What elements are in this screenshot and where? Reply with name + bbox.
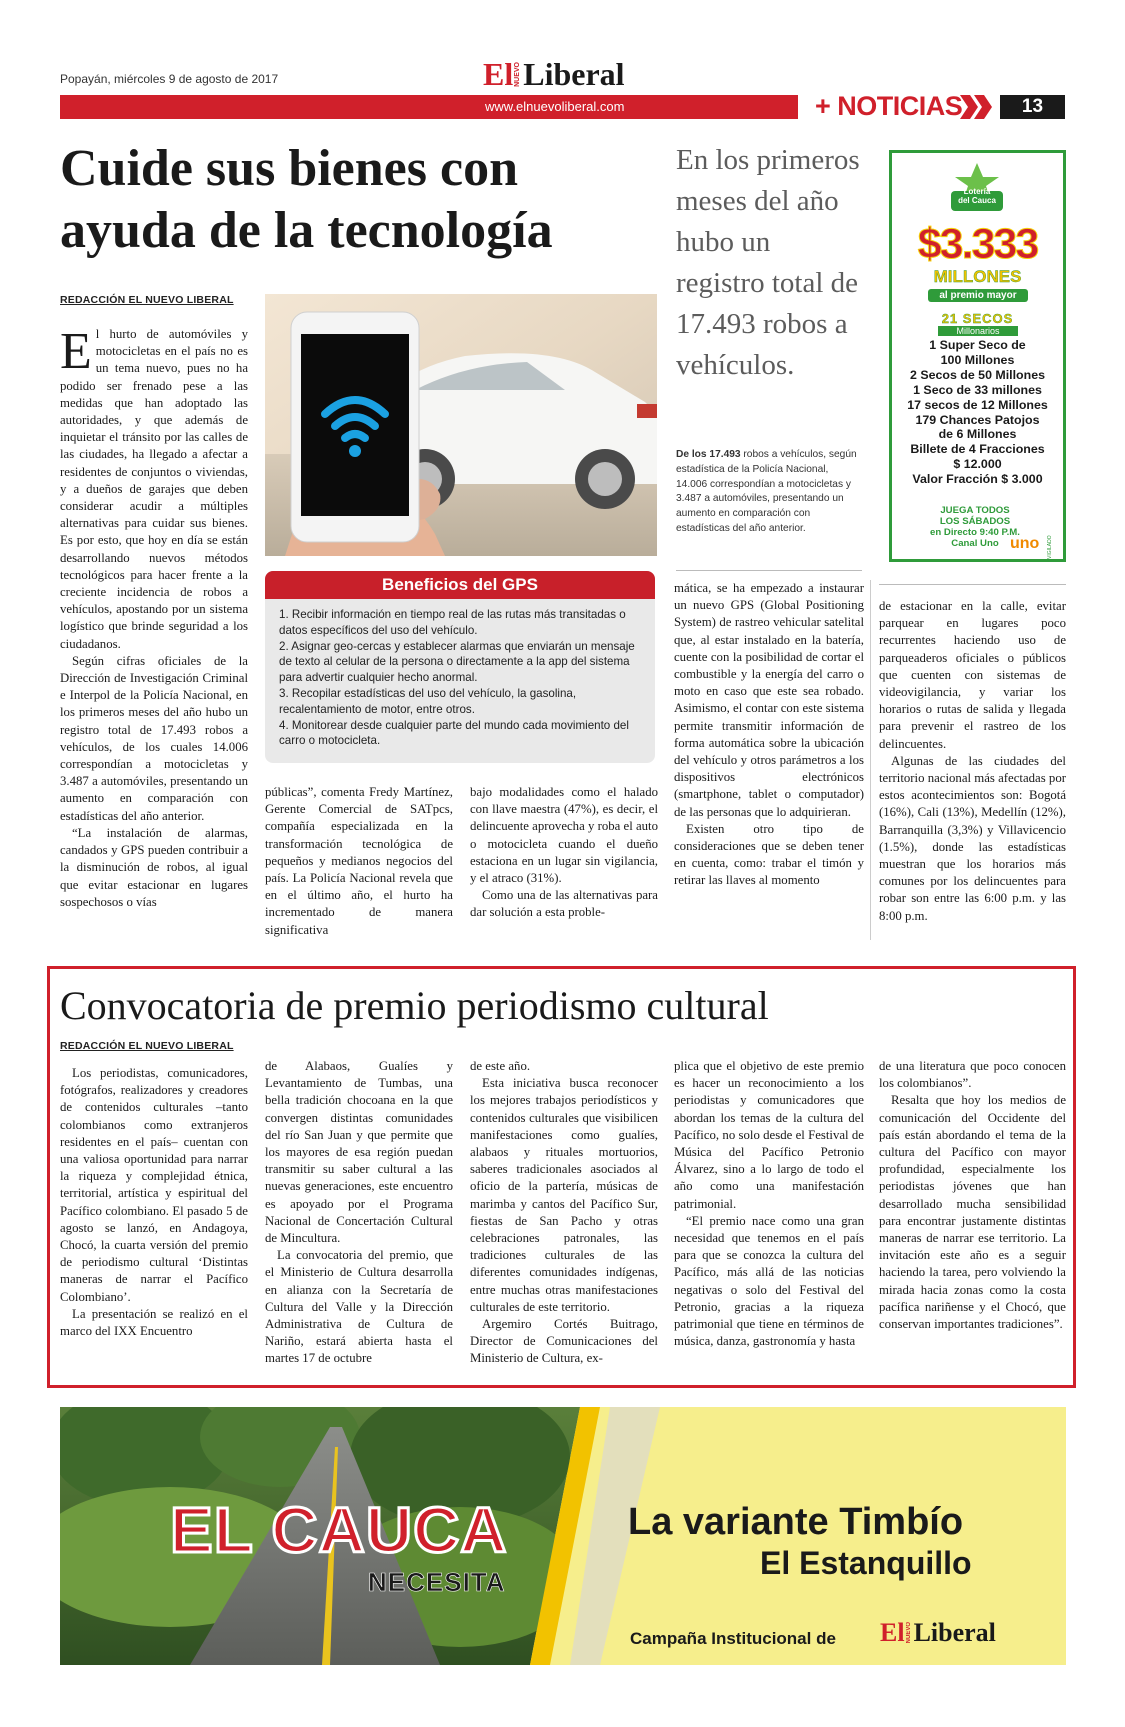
- newspaper-logo: [483, 58, 625, 90]
- paragraph: plica que el objetivo de este premio es hacer un reconocimiento a los periodistas y comunicadores que abordan los temas de la cultura del Pacífico, no solo desde el Festival de Música del Pacífico Petronio Álvarez, sino a lo largo de todo el año como una manifestación patrimonial.: [674, 1059, 864, 1211]
- paragraph: Según cifras oficiales de la Dirección de Investigación Criminal e Interpol de la Policía Nacional, en los primeros meses del año hubo un registro total de 17.493 robos a vehículos, de los cuales 14.006 correspondían a motocicletas y 3.487 a automóviles, presentando un aumento en comparación con estadísticas del año anterior.: [60, 653, 248, 823]
- article2-column-3: [470, 1058, 658, 1380]
- schedule-line-4: Canal Uno: [951, 538, 999, 549]
- paragraph: La convocatoria del premio, que el Ministerio de Cultura desarrolla en alianza con la Secretaría de Cultura del Valle y la Dirección Administrativa de Cultura de Nariño, estará abierta hasta el martes 17 de octubre: [265, 1248, 453, 1366]
- list-item: de 6 Millones: [938, 427, 1017, 442]
- pull-quote-note-lead: De los 17.493: [676, 449, 741, 460]
- paragraph: Los periodistas, comunicadores, fotógrafos, realizadores y creadores de contenidos culturales –tanto colombianos como extranjeros residentes en el país– cuentan con una valiosa oportunidad para narrar la riqueza y complejidad étnica, territorial, artística y espiritual del Pacífico colombiano. El pasado 5 de agosto se lanzó, en Andagoya, Chocó, la cuarta versión del premio de periodismo cultural ‘Distintas maneras de narrar el Pacífico Colombiano’.: [60, 1066, 248, 1304]
- article-column-3: [470, 784, 658, 940]
- lottery-brand: [947, 187, 1007, 205]
- schedule-line-2: LOS SÁBADOS: [939, 516, 1011, 527]
- article-headline-2: Convocatoria de premio periodismo cultural: [60, 983, 769, 1028]
- article2-column-1: [60, 1065, 248, 1380]
- paragraph: de una literatura que poco conocen los colombianos”.: [879, 1059, 1066, 1091]
- list-item: 1 Super Seco de: [929, 338, 1026, 352]
- paragraph: l hurto de automóviles y motocicletas en el país no es un tema nuevo, pues no ha podido ser frenado pese a las medidas que han adoptado las autoridades, y que además de inquietar el tránsito por las calles de las ciudades, ha llegado a afectar a residentes de conjuntos o viviendas, y a dueños de garajes que deben considerar acudir a múltiples alternativas para cuidar sus bienes. Es por esto, que hoy en día se están desarrollando nuevos métodos tecnológicos para hacer frente a la creciente incidencia de robos a vehículos, apostando por un sistema logístico que brinde seguridad a los ciudadanos.: [60, 327, 248, 651]
- lottery-premio: al premio mayor: [928, 289, 1028, 302]
- section-label: + NOTICIAS: [815, 91, 963, 121]
- masthead-red-bar: [60, 95, 798, 119]
- divider: [879, 584, 1066, 585]
- ad-newspaper-logo: [880, 1619, 996, 1647]
- drop-cap: E: [60, 326, 92, 380]
- paragraph: Argemiro Cortés Buitrago, Director de Comunicaciones del Ministerio de Cultura, ex-: [470, 1317, 658, 1366]
- list-item: 100 Millones: [940, 352, 1015, 367]
- article-column-4: [674, 580, 864, 940]
- ad-el-cauca: EL CAUCA: [170, 1494, 508, 1566]
- list-item: Valor Fracción $ 3.000: [912, 472, 1043, 487]
- paragraph: de Alabaos, Gualíes y Levantamiento de Tumbas, una bella tradición chocoana en la que convergen distintas comunidades del río San Juan y que permite que los mayores de esa región puedan transmitir su saber cultural a las nuevas generaciones, este encuentro es apoyado por el Programa Nacional de Concertación Cultural de Mincultura.: [265, 1059, 453, 1246]
- paragraph: Como una de las alternativas para dar solución a esta proble-: [470, 888, 658, 920]
- gps-box-title: Beneficios del GPS: [265, 571, 655, 599]
- list-item: Billete de 4 Fracciones: [910, 442, 1045, 457]
- schedule-line-1: JUEGA TODOS: [940, 505, 1010, 516]
- list-item: 4. Monitorear desde cualquier parte del mundo cada movimiento del carro o motocicleta.: [279, 718, 629, 748]
- logo-el: El: [880, 1618, 905, 1647]
- lottery-millonarios: Millonarios: [938, 326, 1018, 336]
- list-item: 179 Chances Patojos: [915, 412, 1040, 427]
- phone-car-photo: [265, 294, 657, 556]
- paragraph: Algunas de las ciudades del territorio nacional más afectadas por estos acontecimientos son: Bogotá (16%), Cali (13%), Medellín (12%), Barranquilla (3,3%) y Villavicencio (1.5%), donde las estadísticas muestran que los horarios más comunes por los delincuentes para robar son entre las 6:00 p.m. y las 8:00 p.m.: [879, 753, 1066, 923]
- logo-nuevo: NUEVO: [905, 1622, 912, 1644]
- pull-quote-note: [676, 448, 862, 537]
- page-number: 13: [1000, 95, 1065, 119]
- ad-headline-line-1: La variante Timbío: [628, 1501, 964, 1543]
- photo-illustration: [265, 294, 657, 556]
- lottery-brand-line-2: del Cauca: [958, 196, 996, 205]
- el-cauca-campaign-ad[interactable]: [60, 1407, 1066, 1665]
- ad-headline-line-2: El Estanquillo: [760, 1545, 972, 1581]
- list-item: 1 Seco de 33 millones: [913, 382, 1042, 397]
- paragraph: “La instalación de alarmas, candados y GPS pueden contribuir a la disminución de robos, al igual que evitar estacionar en lugares sospechosos o vías: [60, 825, 248, 909]
- headline-line-2: ayuda de la tecnología: [60, 202, 553, 259]
- paragraph: públicas”, comenta Fredy Martínez, Gerente Comercial de SATpcs, compañía especializada en la transformación tecnológica de pequeños y medianos negocios del país. La Policía Nacional revela que en el último año, el hurto ha incrementado de manera significativa: [265, 785, 453, 937]
- headline-line-1: Cuide sus bienes con: [60, 140, 518, 197]
- byline-2: REDACCIÓN EL NUEVO LIBERAL: [60, 1040, 234, 1052]
- list-item: 2. Asignar geo-cercas y establecer alarmas que enviarán un mensaje de texto al celular de la persona o directamente a la app del sistema para advertir cualquier hecho anormal.: [279, 639, 635, 685]
- list-item: 2 Secos de 50 Millones: [910, 367, 1045, 382]
- lottery-millones: MILLONES: [933, 267, 1022, 286]
- paragraph: La presentación se realizó en el marco del IXX Encuentro: [60, 1306, 248, 1339]
- paragraph: mática, se ha empezado a instaurar un nuevo GPS (Global Positioning System) de rastreo vehicular satelital que, al estar instalado en la batería, cuente con la posibilidad de cortar el combustible y la energía del carro o moto en caso que este sea robado. Asimismo, el contar con este sistema permite transmitir información de forma automática sobre la ubicación del vehículo y otros parámetros a los dispositivos electrónicos (smartphone, tablet o computador) de las personas que lo adquirieran.: [674, 581, 864, 819]
- logo-nuevo: NUEVO: [514, 62, 522, 87]
- article2-column-2: [265, 1058, 453, 1380]
- list-item: 3. Recopilar estadísticas del uso del vehículo, la gasolina, recalentamiento de motor, entre otros.: [279, 686, 577, 716]
- schedule-line-3: en Directo 9:40 P.M.: [930, 527, 1020, 538]
- article-column-5: [879, 598, 1066, 940]
- lottery-brand-line-1: Lotería: [963, 187, 991, 196]
- gps-benefits-box: [265, 571, 655, 763]
- canal-uno-logo: uno: [1010, 535, 1040, 552]
- lottery-secos: 21 SECOS: [941, 311, 1014, 326]
- byline: REDACCIÓN EL NUEVO LIBERAL: [60, 294, 234, 306]
- pull-quote-note-text: robos a vehículos, según estadística de la Policía Nacional, 14.006 correspondían a motocicletas y 3.487 a automóviles, presentando un aumento en comparación con estadísticas del año anterior.: [676, 449, 857, 534]
- logo-el: El: [483, 56, 514, 92]
- article2-column-4: [674, 1058, 864, 1380]
- dateline: Popayán, miércoles 9 de agosto de 2017: [60, 72, 279, 86]
- gps-benefits-list: [265, 599, 655, 749]
- article2-column-5: [879, 1058, 1066, 1380]
- pull-quote: En los primeros meses del año hubo un registro total de 17.493 robos a vehículos.: [676, 144, 860, 381]
- logo-liberal: Liberal: [523, 56, 625, 92]
- website-url[interactable]: www.elnuevoliberal.com: [485, 99, 625, 114]
- lottery-prize-list: [892, 338, 1063, 487]
- article-headline: [60, 138, 660, 262]
- article-column-1: [60, 326, 248, 940]
- list-item: 1. Recibir información en tiempo real de las rutas más transitadas o datos específicos del uso del vehículo.: [279, 608, 626, 637]
- paragraph: de este año.: [470, 1059, 531, 1073]
- ad-campaign-label: Campaña Institucional de: [630, 1629, 836, 1648]
- paragraph: Esta iniciativa busca reconocer los mejores trabajos periodísticos y contenidos culturales que visibilicen manifestaciones como gualíes, alabaos y rituales mortuorios, saberes tradicionales asociados al oficio de la partería, músicas de marimba y cantos del Pacífico Sur, fiestas de San Pacho y otras celebraciones patronales, las tradiciones culturales de las diferentes comunidades indígenas, entre muchas otras manifestaciones culturales de este territorio.: [470, 1076, 658, 1314]
- lottery-ad[interactable]: [889, 150, 1066, 562]
- lottery-amount: $3.333: [917, 220, 1038, 268]
- ad-necesita: NECESITA: [368, 1567, 506, 1597]
- list-item: 17 secos de 12 Millones: [907, 397, 1048, 412]
- paragraph: Existen otro tipo de consideraciones que se deben tener en cuenta, como: trabar el timón y retirar las llaves al momento: [674, 821, 864, 888]
- vigilado-label: VIGILADO: [1047, 535, 1053, 559]
- list-item: $ 12.000: [953, 457, 1002, 472]
- paragraph: “El premio nace como una gran necesidad que tenemos en el país para que se conozca la cultura del Pacífico, más allá de las noticias negativas o solo del Festival del Petronio, gracias a la riqueza patrimonial que tiene en términos de música, danza, gastronomía y hasta: [674, 1213, 864, 1349]
- paragraph: Resalta que hoy los medios de comunicación del Occidente del país están abordando el tema de la cultura del Pacífico con mayor profundidad, especialmente los periodistas jóvenes que han desarrollado mucha sensibilidad para encontrar justamente distintas maneras de narrar ese territorio. La invitación este año es a seguir haciendo la tarea, pero volviendo la mirada hacia zonas como la costa pacífica nariñense y el Chocó, que conservan importantes tradiciones”.: [879, 1093, 1066, 1332]
- chevron-decoration-icon: [960, 95, 998, 119]
- logo-liberal: Liberal: [913, 1618, 996, 1647]
- divider: [676, 570, 862, 571]
- paragraph: bajo modalidades como el halado con llave maestra (47%), es decir, el delincuente aprovecha y roba el auto o motocicleta cuando el dueño estaciona en un lugar sin vigilancia, y el atraco (31%).: [470, 785, 658, 886]
- paragraph: de estacionar en la calle, evitar parquear en lugares poco recurrentes haciendo uso de parqueaderos oficiales o públicos que cuenten con sistemas de videovigilancia, y variar los horarios o rutas de salida y llegada para prevenir el rastreo de los delincuentes.: [879, 599, 1066, 751]
- article-column-2: [265, 784, 453, 940]
- column-rule: [870, 580, 871, 940]
